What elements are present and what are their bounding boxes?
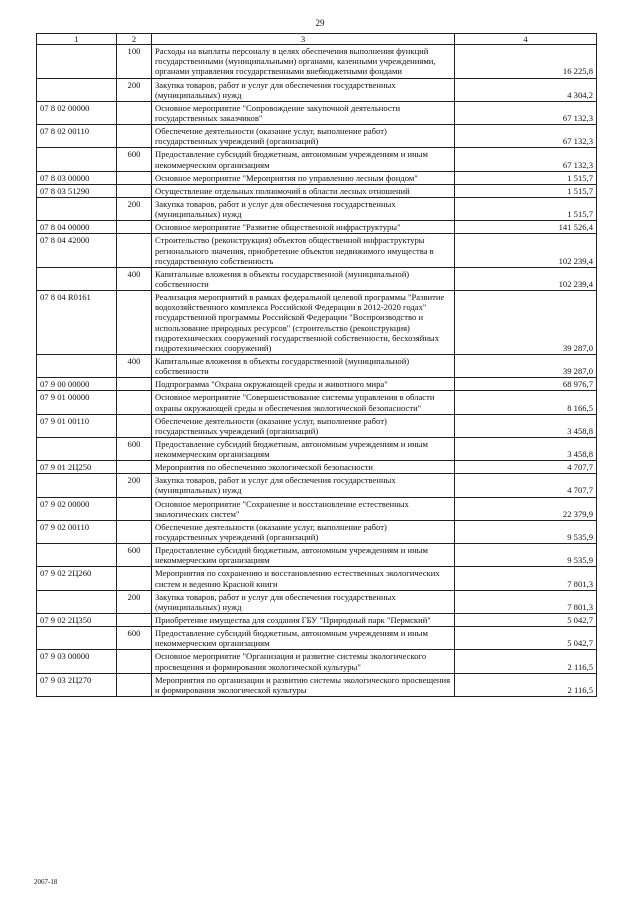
row-name: Мероприятия по сохранению и восстановлению естественных экологических систем и ведению Красной книги bbox=[152, 567, 455, 590]
row-amount: 5 042,7 bbox=[455, 627, 597, 650]
table-row bbox=[37, 544, 597, 567]
row-code bbox=[37, 78, 117, 101]
table-row bbox=[37, 673, 597, 696]
row-name: Основное мероприятие "Совершенствование системы управления в области охраны окружающей среды и обеспечения экологической безопасности" bbox=[152, 391, 455, 414]
row-amount: 67 132,3 bbox=[455, 148, 597, 171]
row-amount: 22 379,9 bbox=[455, 497, 597, 520]
footer-code: 2067-18 bbox=[34, 878, 58, 886]
table-row bbox=[37, 590, 597, 613]
row-name: Закупка товаров, работ и услуг для обеспечения государственных (муниципальных) нужд bbox=[152, 78, 455, 101]
page-number: 29 bbox=[315, 18, 325, 28]
row-code bbox=[37, 590, 117, 613]
row-expense-type bbox=[117, 414, 152, 437]
table-row bbox=[37, 184, 597, 197]
row-name: Мероприятия по организации и развитию системы экологического просвещения и формирования экологической культуры bbox=[152, 673, 455, 696]
row-name: Предоставление субсидий бюджетным, автономным учреждениям и иным некоммерческим организациям bbox=[152, 544, 455, 567]
header-col-3: 3 bbox=[152, 34, 455, 45]
row-expense-type bbox=[117, 184, 152, 197]
row-amount: 1 515,7 bbox=[455, 184, 597, 197]
row-amount: 102 239,4 bbox=[455, 267, 597, 290]
row-code: 07 9 01 00110 bbox=[37, 414, 117, 437]
row-expense-type: 600 bbox=[117, 544, 152, 567]
row-code: 07 8 02 00000 bbox=[37, 101, 117, 124]
row-amount: 39 287,0 bbox=[455, 354, 597, 377]
row-name: Капитальные вложения в объекты государственной (муниципальной) собственности bbox=[152, 354, 455, 377]
row-amount: 102 239,4 bbox=[455, 234, 597, 267]
row-expense-type: 100 bbox=[117, 45, 152, 78]
row-amount: 1 515,7 bbox=[455, 197, 597, 220]
row-name: Подпрограмма "Охрана окружающей среды и животного мира" bbox=[152, 378, 455, 391]
row-expense-type: 400 bbox=[117, 267, 152, 290]
row-name: Реализация мероприятий в рамках федеральной целевой программы "Развитие водохозяйственного комплекса Российской Федерации в 2012-2020 годах" государственной программы Российской Федерации "Воспроизводство и использование природных ресурсов" (строительство (реконструкция) гидротехнических сооружений государственной собственности, бесхозяйных гидротехнических сооружений) bbox=[152, 291, 455, 355]
row-code: 07 9 03 00000 bbox=[37, 650, 117, 673]
row-expense-type bbox=[117, 520, 152, 543]
row-amount: 68 976,7 bbox=[455, 378, 597, 391]
row-name: Обеспечение деятельности (оказание услуг, выполнение работ) государственных учреждений (организаций) bbox=[152, 414, 455, 437]
row-expense-type bbox=[117, 497, 152, 520]
row-expense-type: 200 bbox=[117, 78, 152, 101]
row-code: 07 9 02 00000 bbox=[37, 497, 117, 520]
row-amount: 16 225,8 bbox=[455, 45, 597, 78]
table-row bbox=[37, 627, 597, 650]
table-row bbox=[37, 291, 597, 355]
row-name: Мероприятия по обеспечению экологической безопасности bbox=[152, 461, 455, 474]
row-name: Приобретение имущества для создания ГБУ "Природный парк "Пермский" bbox=[152, 614, 455, 627]
table-row bbox=[37, 437, 597, 460]
row-code bbox=[37, 148, 117, 171]
row-code: 07 8 04 42000 bbox=[37, 234, 117, 267]
table-row bbox=[37, 267, 597, 290]
row-amount: 67 132,3 bbox=[455, 125, 597, 148]
table-row bbox=[37, 614, 597, 627]
header-col-4: 4 bbox=[455, 34, 597, 45]
row-amount: 141 526,4 bbox=[455, 221, 597, 234]
row-amount: 67 132,3 bbox=[455, 101, 597, 124]
row-expense-type bbox=[117, 567, 152, 590]
row-amount: 1 515,7 bbox=[455, 171, 597, 184]
row-expense-type: 600 bbox=[117, 627, 152, 650]
row-code: 07 8 04 R0161 bbox=[37, 291, 117, 355]
table-row bbox=[37, 148, 597, 171]
row-code: 07 8 02 00110 bbox=[37, 125, 117, 148]
row-name: Обеспечение деятельности (оказание услуг, выполнение работ) государственных учреждений (организаций) bbox=[152, 125, 455, 148]
row-code bbox=[37, 544, 117, 567]
row-amount: 8 166,5 bbox=[455, 391, 597, 414]
row-expense-type: 600 bbox=[117, 437, 152, 460]
row-code: 07 9 02 2Ц350 bbox=[37, 614, 117, 627]
row-amount: 7 801,3 bbox=[455, 590, 597, 613]
row-name: Предоставление субсидий бюджетным, автономным учреждениям и иным некоммерческим организациям bbox=[152, 148, 455, 171]
row-expense-type: 200 bbox=[117, 590, 152, 613]
row-amount: 39 287,0 bbox=[455, 291, 597, 355]
row-code bbox=[37, 267, 117, 290]
table-row bbox=[37, 101, 597, 124]
row-amount: 4 707,7 bbox=[455, 461, 597, 474]
row-amount: 4 304,2 bbox=[455, 78, 597, 101]
row-name: Расходы на выплаты персоналу в целях обеспечения выполнения функций государственными (муниципальными) органами, казенными учреждениями, органами управления государственными внебюджетными фондами bbox=[152, 45, 455, 78]
table-body bbox=[37, 45, 597, 697]
table-row bbox=[37, 497, 597, 520]
row-code: 07 9 01 2Ц250 bbox=[37, 461, 117, 474]
row-expense-type bbox=[117, 234, 152, 267]
row-code: 07 9 02 00110 bbox=[37, 520, 117, 543]
row-expense-type bbox=[117, 221, 152, 234]
row-amount: 7 801,3 bbox=[455, 567, 597, 590]
row-name: Основное мероприятие "Мероприятия по управлению лесным фондом" bbox=[152, 171, 455, 184]
row-amount: 3 458,8 bbox=[455, 414, 597, 437]
row-code bbox=[37, 354, 117, 377]
row-code: 07 9 03 2Ц270 bbox=[37, 673, 117, 696]
row-name: Обеспечение деятельности (оказание услуг, выполнение работ) государственных учреждений (организаций) bbox=[152, 520, 455, 543]
header-col-1: 1 bbox=[37, 34, 117, 45]
row-code bbox=[37, 45, 117, 78]
row-expense-type bbox=[117, 291, 152, 355]
row-name: Предоставление субсидий бюджетным, автономным учреждениям и иным некоммерческим организациям bbox=[152, 437, 455, 460]
row-name: Строительство (реконструкция) объектов общественной инфраструктуры регионального значения, приобретение объектов недвижимого имущества в государственную собственность bbox=[152, 234, 455, 267]
table-row bbox=[37, 171, 597, 184]
row-expense-type bbox=[117, 614, 152, 627]
row-code bbox=[37, 197, 117, 220]
table-row bbox=[37, 45, 597, 78]
row-expense-type bbox=[117, 391, 152, 414]
row-expense-type bbox=[117, 171, 152, 184]
row-code: 07 8 03 51290 bbox=[37, 184, 117, 197]
row-expense-type bbox=[117, 101, 152, 124]
header-row bbox=[37, 34, 597, 45]
row-expense-type bbox=[117, 673, 152, 696]
table-row bbox=[37, 391, 597, 414]
row-name: Закупка товаров, работ и услуг для обеспечения государственных (муниципальных) нужд bbox=[152, 474, 455, 497]
table-row bbox=[37, 474, 597, 497]
row-amount: 2 116,5 bbox=[455, 650, 597, 673]
table-row bbox=[37, 354, 597, 377]
table-row bbox=[37, 520, 597, 543]
row-amount: 5 042,7 bbox=[455, 614, 597, 627]
table-row bbox=[37, 378, 597, 391]
row-name: Закупка товаров, работ и услуг для обеспечения государственных (муниципальных) нужд bbox=[152, 590, 455, 613]
row-code bbox=[37, 437, 117, 460]
table-row bbox=[37, 461, 597, 474]
table-row bbox=[37, 567, 597, 590]
row-code: 07 8 03 00000 bbox=[37, 171, 117, 184]
header-col-2: 2 bbox=[117, 34, 152, 45]
row-name: Капитальные вложения в объекты государственной (муниципальной) собственности bbox=[152, 267, 455, 290]
table-row bbox=[37, 197, 597, 220]
row-expense-type bbox=[117, 125, 152, 148]
row-code: 07 9 00 00000 bbox=[37, 378, 117, 391]
row-expense-type: 200 bbox=[117, 474, 152, 497]
row-name: Основное мероприятие "Сохранение и восстановление естественных экологических систем" bbox=[152, 497, 455, 520]
row-name: Закупка товаров, работ и услуг для обеспечения государственных (муниципальных) нужд bbox=[152, 197, 455, 220]
table-row bbox=[37, 221, 597, 234]
row-code bbox=[37, 474, 117, 497]
table-row bbox=[37, 125, 597, 148]
row-code: 07 9 01 00000 bbox=[37, 391, 117, 414]
row-code: 07 9 02 2Ц260 bbox=[37, 567, 117, 590]
row-expense-type: 200 bbox=[117, 197, 152, 220]
row-name: Основное мероприятие "Развитие общественной инфраструктуры" bbox=[152, 221, 455, 234]
row-expense-type: 400 bbox=[117, 354, 152, 377]
budget-table bbox=[36, 33, 597, 697]
row-code bbox=[37, 627, 117, 650]
row-expense-type: 600 bbox=[117, 148, 152, 171]
table-row bbox=[37, 414, 597, 437]
row-amount: 9 535,9 bbox=[455, 520, 597, 543]
row-name: Предоставление субсидий бюджетным, автономным учреждениям и иным некоммерческим организациям bbox=[152, 627, 455, 650]
row-expense-type bbox=[117, 650, 152, 673]
row-expense-type bbox=[117, 378, 152, 391]
row-name: Осуществление отдельных полномочий в области лесных отношений bbox=[152, 184, 455, 197]
table-row bbox=[37, 78, 597, 101]
row-name: Основное мероприятие "Организация и развитие системы экологического просвещения и формирования экологической культуры" bbox=[152, 650, 455, 673]
row-expense-type bbox=[117, 461, 152, 474]
row-amount: 3 458,8 bbox=[455, 437, 597, 460]
table-row bbox=[37, 234, 597, 267]
row-amount: 2 116,5 bbox=[455, 673, 597, 696]
row-amount: 9 535,9 bbox=[455, 544, 597, 567]
row-amount: 4 707,7 bbox=[455, 474, 597, 497]
row-name: Основное мероприятие "Сопровождение закупочной деятельности государственных заказчиков" bbox=[152, 101, 455, 124]
row-code: 07 8 04 00000 bbox=[37, 221, 117, 234]
table-row bbox=[37, 650, 597, 673]
